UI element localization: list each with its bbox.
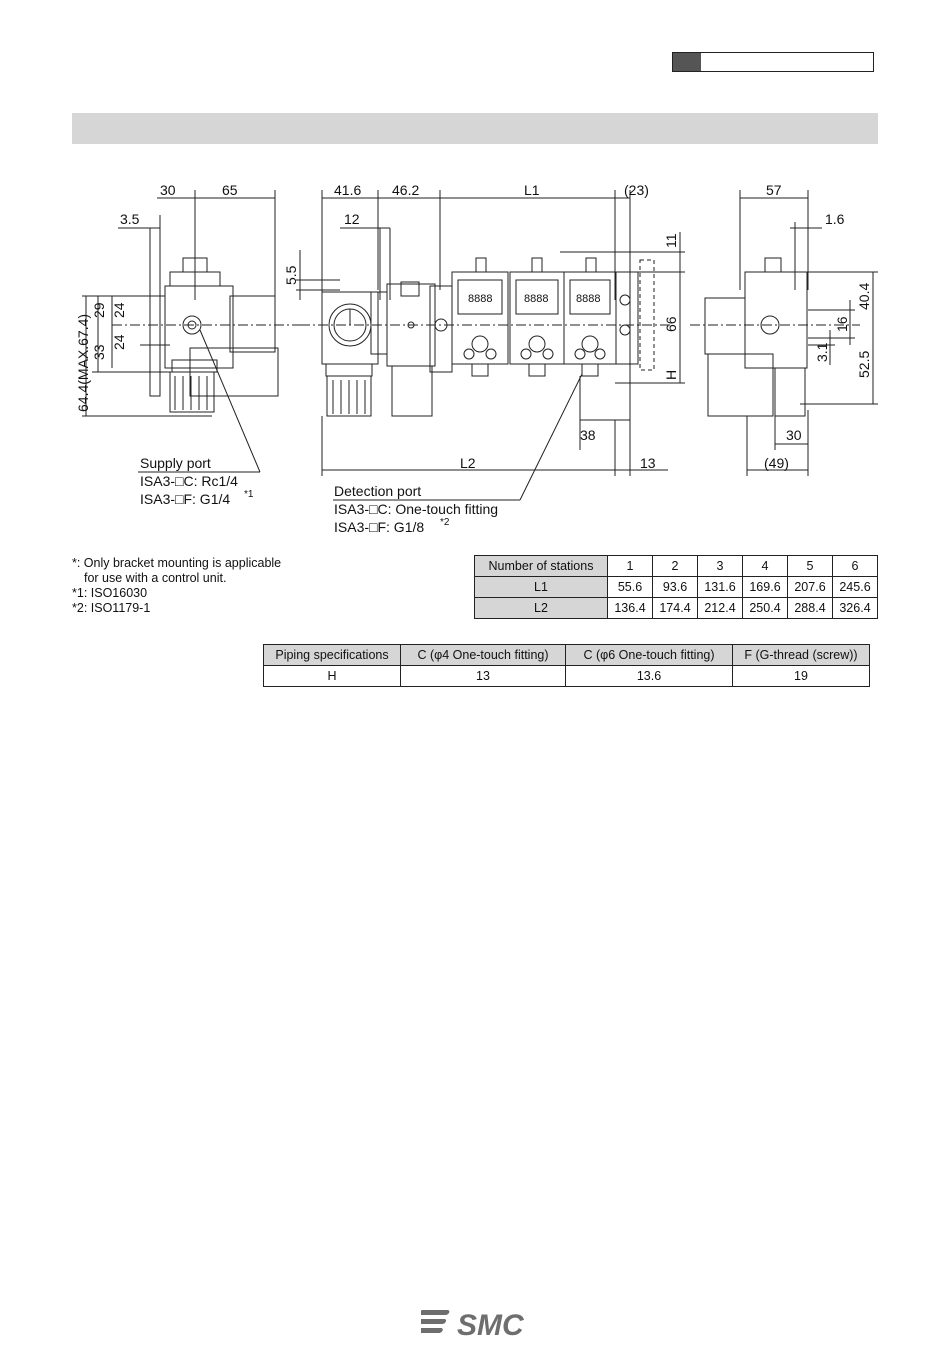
table-cell: 55.6: [608, 577, 653, 598]
table-header-cell: 3: [698, 556, 743, 577]
note-iso1179: *2: ISO1179-1: [72, 601, 151, 615]
table-cell: 212.4: [698, 598, 743, 619]
dim-label: 57: [766, 182, 782, 198]
dim-label: 3.5: [120, 211, 140, 227]
supply-port-title: Supply port: [140, 455, 211, 471]
dim-label: 5.5: [283, 265, 299, 285]
table-cell: 19: [733, 666, 870, 687]
table-cell: 207.6: [788, 577, 833, 598]
table-cell: 13.6: [566, 666, 733, 687]
stations-table: [474, 555, 878, 619]
table-cell: 136.4: [608, 598, 653, 619]
dim-label: 12: [344, 211, 360, 227]
front-view: [82, 190, 300, 472]
table-row: [475, 598, 878, 619]
note-bracket: *: Only bracket mounting is applicable: [72, 556, 282, 570]
table-header-cell: Number of stations: [475, 556, 608, 577]
dim-label: 13: [640, 455, 656, 471]
footnotes: [72, 556, 281, 616]
dim-label: 16: [834, 316, 850, 332]
table-cell: 174.4: [653, 598, 698, 619]
row-label: H: [264, 666, 401, 687]
table-cell: 93.6: [653, 577, 698, 598]
table-cell: 288.4: [788, 598, 833, 619]
table-header-cell: 5: [788, 556, 833, 577]
dim-label: 29: [91, 302, 107, 318]
dim-label: H: [663, 369, 679, 380]
dimension-drawing: [0, 0, 950, 540]
logo-text: SMC: [457, 1309, 524, 1342]
note-iso16030: *1: ISO16030: [72, 586, 148, 600]
switch-display-digits: 8888: [468, 293, 493, 305]
table-cell: 131.6: [698, 577, 743, 598]
table-header-cell: 4: [743, 556, 788, 577]
dim-label: 46.2: [392, 182, 420, 198]
table-row: [264, 666, 870, 687]
table-cell: 250.4: [743, 598, 788, 619]
table-header-row: [475, 556, 878, 577]
dim-label: 30: [160, 182, 176, 198]
dim-label: 40.4: [856, 282, 872, 310]
dim-label: L2: [460, 455, 476, 471]
smc-logo: [421, 1302, 531, 1342]
detection-port-line2: ISA3-□F: G1/8: [334, 519, 425, 535]
table-header-cell: 2: [653, 556, 698, 577]
table-header-cell: F (G-thread (screw)): [733, 645, 870, 666]
dim-label: 41.6: [334, 182, 362, 198]
table-cell: 13: [401, 666, 566, 687]
dim-label: 66: [663, 316, 679, 332]
table-header-cell: 6: [833, 556, 878, 577]
dim-label: 33: [91, 344, 107, 360]
dim-label: 1.6: [825, 211, 845, 227]
table-row: [475, 577, 878, 598]
dim-label: 38: [580, 427, 596, 443]
center-view: [296, 190, 685, 500]
dim-label: (23): [624, 182, 649, 198]
switch-display-digits: 8888: [524, 293, 549, 305]
supply-port-footnote-ref: *1: [244, 489, 254, 500]
dim-label: 11: [663, 233, 679, 248]
table-header-cell: Piping specifications: [264, 645, 401, 666]
table-header-cell: 1: [608, 556, 653, 577]
dim-label: 52.5: [856, 350, 872, 378]
supply-port-line2: ISA3-□F: G1/4: [140, 491, 231, 507]
switch-display-digits: 8888: [576, 293, 601, 305]
detection-port-title: Detection port: [334, 483, 422, 499]
table-header-cell: C (φ4 One-touch fitting): [401, 645, 566, 666]
table-cell: 326.4: [833, 598, 878, 619]
detection-port-footnote-ref: *2: [440, 517, 450, 528]
supply-port-line1: ISA3-□C: Rc1/4: [140, 473, 238, 489]
table-header-row: [264, 645, 870, 666]
dim-label: 3.1: [814, 342, 830, 362]
dim-label: 24: [111, 334, 127, 350]
table-cell: 169.6: [743, 577, 788, 598]
dim-label: 30: [786, 427, 802, 443]
table-cell: 245.6: [833, 577, 878, 598]
dim-label: 64.4(MAX.67.4): [75, 313, 91, 412]
dim-label: L1: [524, 182, 540, 198]
dim-label: 65: [222, 182, 238, 198]
detection-port-line1: ISA3-□C: One-touch fitting: [334, 501, 499, 517]
dim-label: (49): [764, 455, 789, 471]
piping-table: [263, 644, 870, 687]
row-label: L2: [475, 598, 608, 619]
table-header-cell: C (φ6 One-touch fitting): [566, 645, 733, 666]
side-view: [690, 190, 878, 476]
row-label: L1: [475, 577, 608, 598]
note-bracket-cont: for use with a control unit.: [84, 571, 227, 585]
dim-label: 24: [111, 302, 127, 318]
